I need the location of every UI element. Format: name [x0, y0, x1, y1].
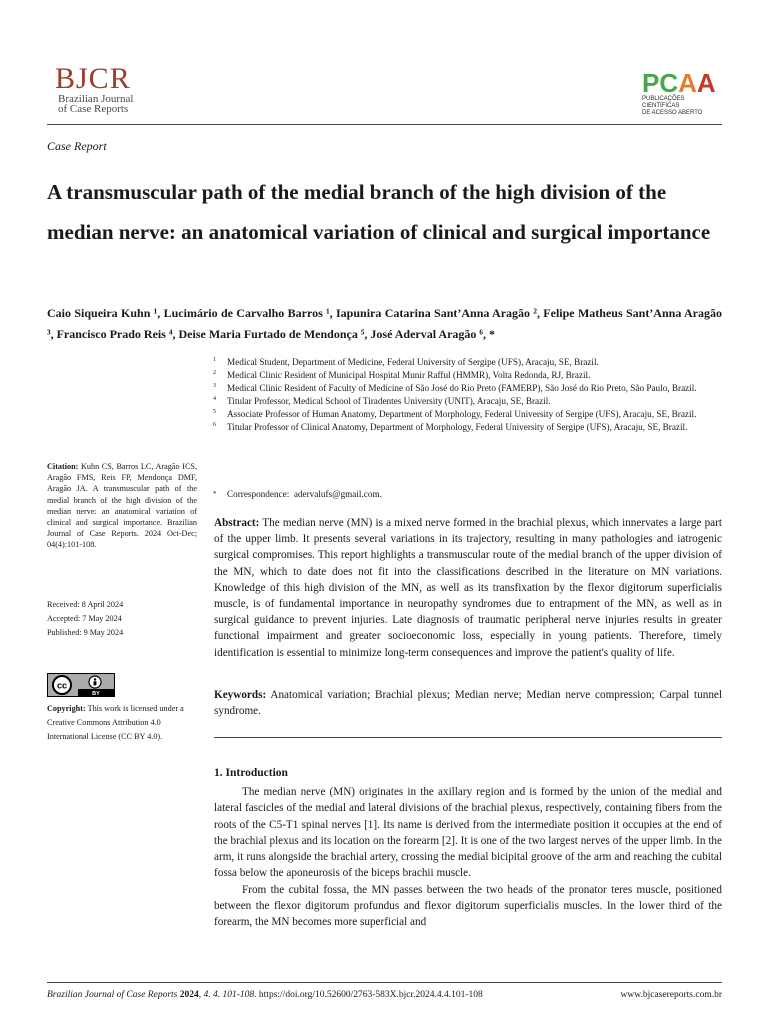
publisher-sub-line2: DE ACESSO ABERTO — [642, 110, 703, 116]
copyright-label: Copyright: — [47, 704, 86, 713]
section-body — [214, 784, 722, 931]
publisher-logo-mark: PCAA — [642, 68, 716, 98]
correspondence-email[interactable]: adervalufs@gmail.com. — [293, 489, 382, 499]
author-list: Caio Siqueira Kuhn ¹, Lucimário de Carvalho Barros ¹, Iapunira Catarina Sant’Anna Aragão ², Felipe Matheus Sant’Anna Aragão ³, Francisco Prado Reis ⁴, Deise Maria Furtado de Mendonça ⁵, José Aderval Aragão ⁶, * — [47, 306, 722, 341]
affiliation-item: 4 Titular Professor, Medical School of Tiradentes University (UNIT), Aracaju, SE, Brazil. — [213, 396, 551, 407]
copyright-block — [47, 702, 197, 744]
article-type: Case Report — [47, 139, 107, 153]
correspondence-mark: * — [213, 490, 217, 498]
abstract — [214, 515, 722, 661]
section-heading: 1. Introduction — [214, 767, 288, 779]
keywords — [214, 687, 722, 719]
footer-year: 2024 — [179, 990, 199, 1000]
correspondence — [213, 488, 723, 501]
published-date: Published: 9 May 2024 — [47, 628, 124, 637]
footer-citation: Brazilian Journal of Case Reports 2024, 4. 4. 101-108. https://doi.org/10.52600/2763-583X.bjcr.2024.4.4.101-108 — [47, 990, 483, 1000]
footer-volume: 4. 4. 101-108 — [203, 990, 255, 1000]
citation-label: Citation: — [47, 462, 79, 471]
affiliation-list — [213, 356, 723, 435]
affiliation-item: 5 Associate Professor of Human Anatomy, Department of Morphology, Federal University of Sergipe (UFS), Aracaju, SE, Brazil. — [213, 409, 697, 420]
keywords-label: Keywords: — [214, 689, 267, 701]
affiliation-item: 6 Titular Professor of Clinical Anatomy, Department of Morphology, Federal University of Sergipe (UFS), Aracaju, SE, Brazil. — [213, 422, 688, 433]
journal-logo — [55, 64, 165, 114]
copyright-text: This work is licensed under a Creative Commons Attribution 4.0 International License (CC BY 4.0). — [47, 704, 184, 741]
footer-website[interactable]: www.bjcasereports.com.br — [620, 990, 722, 1000]
keywords-text: Anatomical variation; Brachial plexus; Median nerve; Median nerve compression; Carpal tunnel syndrome. — [214, 689, 723, 718]
footer-doi[interactable]: . https://doi.org/10.52600/2763-583X.bjcr.2024.4.4.101-108 — [254, 990, 483, 1000]
cc-by-license-icon[interactable] — [47, 673, 115, 697]
affiliation-item: 3 Medical Clinic Resident of Faculty of Medicine of São José do Rio Preto (FAMERP), São José do Rio Preto, São Paulo, Brazil. — [213, 383, 697, 394]
by-text: BY — [92, 691, 100, 696]
abstract-text: The median nerve (MN) is a mixed nerve formed in the brachial plexus, which innervates a large part of the upper limb. It presents several variations in its trajectory, resulting in many pathologies and iatrogenic surgical compromises. This report highlights a transmuscular route of the medial branch of the upper division of the MN, which to date does not fit into the classifications described in the literature on MN variations. Knowledge of this high division of the MN, as well as its transfixation by the flexor digitorum superficialis muscle, is of fundamental importance in neuropathy syndromes due to entrapment of the MN, as well as in surgical guidance to prevent injuries. Late diagnosis of traumatic peripheral nerve injuries results in greater functional impairment and greater socioeconomic loss, especially in young patients. Therefore, timely identification is essential to minimize long-term consequences and improve the patient's quality of life. — [214, 517, 722, 659]
journal-logo-mark: BJCR — [55, 62, 131, 95]
affiliation-item: 1 Medical Student, Department of Medicine, Federal University of Sergipe (UFS), Aracaju, SE, Brazil. — [213, 357, 599, 367]
abstract-divider — [214, 737, 722, 738]
publication-dates — [47, 598, 197, 640]
journal-name-line1: Brazilian Journal — [58, 93, 134, 105]
citation-text: Kuhn CS, Barros LC, Aragão ICS, Aragão FMS, Reis FP, Mendonça DMF, Aragão JA. A transmuscular path of the medial branch of the high division of the median nerve: an anatomical variation of clinical and surgical importance. Brazilian Journal of Case Reports. 2024 Oct-Dec; 04(4):101-108. — [47, 462, 198, 550]
article-title: A transmuscular path of the medial branch of the high division of the median nerve: an anatomical variation of clinical and surgical importance — [47, 180, 711, 244]
affiliation-item: 2 Medical Clinic Resident of Municipal Hospital Munir Rafful (HMMR), Volta Redonda, RJ, Brazil. — [213, 370, 591, 381]
publisher-logo — [642, 70, 722, 115]
footer-journal: Brazilian Journal of Case Reports — [47, 990, 178, 1000]
accepted-date: Accepted: 7 May 2024 — [47, 614, 122, 623]
abstract-label: Abstract: — [214, 517, 260, 529]
publisher-sub-line1: PUBLICAÇÕES CIENTÍFICAS — [642, 96, 685, 109]
cc-text: cc — [56, 680, 68, 691]
footer-divider — [47, 982, 722, 983]
correspondence-label: Correspondence: — [227, 489, 290, 499]
journal-name-line2: of Case Reports — [58, 103, 129, 115]
body-paragraph: From the cubital fossa, the MN passes between the two heads of the pronator teres muscle, positioned between the flexor digitorum profundus and flexor digitorum superficialis muscles. In the lower third of the forearm, the MN becomes more superficial and — [214, 883, 722, 929]
body-paragraph: The median nerve (MN) originates in the axillary region and is formed by the union of the medial and lateral fascicles of the medial and lateral divisions of the brachial plexus, respectively, containing fibers from the roots of the C5-T1 spinal nerves [1]. Its name is derived from the intermediate position it occupies at the end of the brachial plexus and its location on the forearm [2]. It is one of the two largest nerves of the upper limb. In the arm, it runs alongside the brachial artery, crossing the medial bicipital groove of the arm and reaching the cubital fossa below the aponeurosis of the biceps brachii muscle. — [214, 786, 722, 880]
header-divider — [47, 124, 722, 125]
received-date: Received: 8 April 2024 — [47, 600, 124, 609]
citation-block — [47, 461, 197, 551]
